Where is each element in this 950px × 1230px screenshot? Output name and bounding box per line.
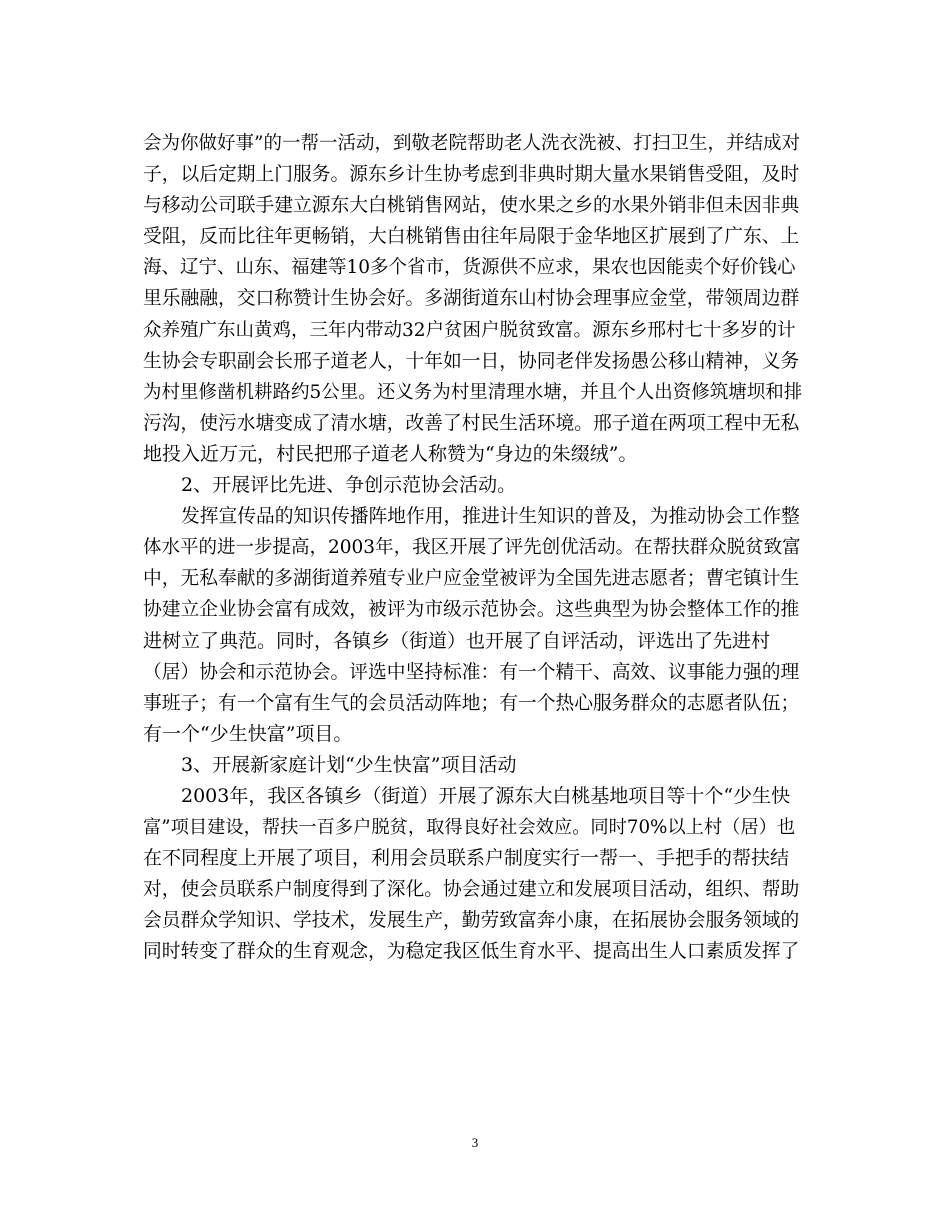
text-line: 子，以后定期上门服务。源东乡计生协考虑到非典时期大量水果销售受阻，及时 xyxy=(143,164,800,186)
page-number: 3 xyxy=(471,1135,479,1150)
text-line: 事班子；有一个富有生气的会员活动阵地；有一个热心服务群众的志愿者队伍； xyxy=(143,692,800,714)
text-line: 富”项目建设，帮扶一百多户脱贫，取得良好社会效应。同时70%以上村（居）也 xyxy=(143,817,796,839)
text-line: 2003年，我区各镇乡（街道）开展了源东大白桃基地项目等十个“少生快 xyxy=(181,784,791,807)
section-heading: 3、开展新家庭计划“少生快富”项目活动 xyxy=(181,753,517,776)
text-line: 会为你做好事”的一帮一活动，到敬老院帮助老人洗衣洗被、打扫卫生，并结成对 xyxy=(143,133,800,154)
text-line: 与移动公司联手建立源东大白桃销售网站，使水果之乡的水果外销非但未因非典 xyxy=(143,195,800,217)
text-line: 协建立企业协会富有成效，被评为市级示范协会。这些典型为协会整体工作的推 xyxy=(143,599,800,621)
text-line: 里乐融融，交口称赞计生协会好。多湖街道东山村协会理事应金堂，带领周边群 xyxy=(143,288,800,310)
text-line: 为村里修凿机耕路约5公里。还义务为村里清理水塘，并且个人出资修筑塘坝和排 xyxy=(143,381,803,403)
text-line: 众养殖广东山黄鸡，三年内带动32户贫困户脱贫致富。源东乡邢村七十多岁的计 xyxy=(143,319,796,341)
section-heading: 2、开展评比先进、争创示范协会活动。 xyxy=(181,474,517,497)
text-line: 海、辽宁、山东、福建等10多个省市，货源供不应求，果农也因能卖个好价钱心 xyxy=(143,257,796,279)
text-line: 地投入近万元，村民把邢子道老人称赞为“身边的朱缀绒”。 xyxy=(143,442,638,465)
text-line: 进树立了典范。同时，各镇乡（街道）也开展了自评活动，评选出了先进村 xyxy=(143,629,771,652)
text-line: 体水平的进一步提高，2003年，我区开展了评先创优活动。在帮扶群众脱贫致富 xyxy=(143,537,801,559)
text-line: 发挥宣传品的知识传播阵地作用，推进计生知识的普及，为推动协会工作整 xyxy=(181,506,800,528)
text-line: 污沟，使污水塘变成了清水塘，改善了村民生活环境。邢子道在两项工程中无私 xyxy=(143,412,800,434)
text-line: 对，使会员联系户制度得到了深化。协会通过建立和发展项目活动，组织、帮助 xyxy=(143,879,800,901)
body-text xyxy=(143,128,803,968)
text-line: （居）协会和示范协会。评选中坚持标准：有一个精干、高效、议事能力强的理 xyxy=(143,661,800,683)
text-line: 生协会专职副会长邢子道老人，十年如一日，协同老伴发扬愚公移山精神，义务 xyxy=(143,350,800,372)
text-line: 有一个“少生快富”项目。 xyxy=(143,722,353,745)
text-line: 受阻，反而比往年更畅销，大白桃销售由往年局限于金华地区扩展到了广东、上 xyxy=(143,226,800,248)
text-line: 在不同程度上开展了项目，利用会员联系户制度实行一帮一、手把手的帮扶结 xyxy=(143,847,790,870)
text-line: 会员群众学知识、学技术，发展生产，勤劳致富奔小康，在拓展协会服务领域的 xyxy=(143,910,800,932)
text-line: 中，无私奉献的多湖街道养殖专业户应金堂被评为全国先进志愿者；曹宅镇计生 xyxy=(143,568,800,590)
text-line: 同时转变了群众的生育观念，为稳定我区低生育水平、提高出生人口素质发挥了 xyxy=(143,941,800,963)
